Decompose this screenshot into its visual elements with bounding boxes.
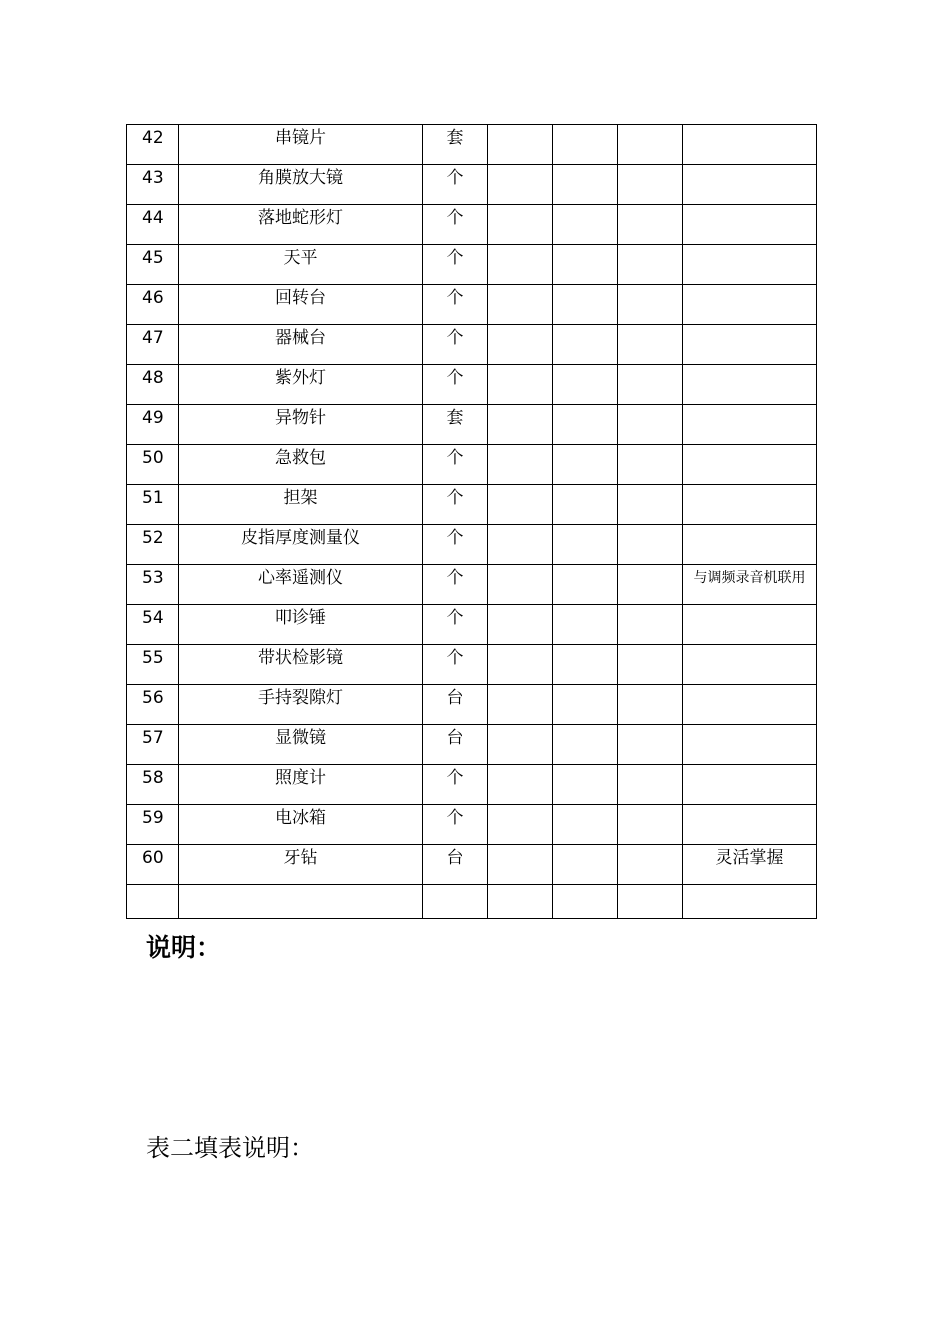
item-column-5 [553,445,618,485]
item-remark [683,685,817,725]
item-unit: 个 [423,325,488,365]
item-name: 角膜放大镜 [179,165,423,205]
table-row [127,405,817,445]
item-column-4 [488,845,553,885]
item-column-5 [553,765,618,805]
item-name: 牙钻 [179,845,423,885]
item-name [179,885,423,919]
item-column-6 [618,525,683,565]
item-number: 49 [127,405,179,445]
item-column-6 [618,245,683,285]
item-column-5 [553,685,618,725]
item-column-5 [553,645,618,685]
item-number: 48 [127,365,179,405]
item-unit: 套 [423,125,488,165]
item-remark [683,365,817,405]
item-column-5 [553,485,618,525]
item-unit: 个 [423,765,488,805]
item-column-5 [553,565,618,605]
item-column-4 [488,245,553,285]
item-remark [683,205,817,245]
item-unit: 个 [423,565,488,605]
item-remark: 灵活掌握 [683,845,817,885]
item-column-6 [618,125,683,165]
item-name: 皮指厚度测量仪 [179,525,423,565]
item-number: 58 [127,765,179,805]
item-column-5 [553,205,618,245]
item-remark [683,405,817,445]
item-column-6 [618,845,683,885]
item-unit: 套 [423,405,488,445]
item-remark [683,765,817,805]
table2-notes-heading: 表二填表说明： [146,1134,314,1162]
item-unit: 台 [423,725,488,765]
item-column-5 [553,285,618,325]
table-row [127,565,817,605]
item-column-4 [488,565,553,605]
item-unit: 个 [423,805,488,845]
item-column-6 [618,485,683,525]
item-number: 53 [127,565,179,605]
table-row [127,165,817,205]
item-column-6 [618,405,683,445]
item-name: 天平 [179,245,423,285]
item-number: 45 [127,245,179,285]
item-number: 51 [127,485,179,525]
item-column-4 [488,685,553,725]
item-unit: 个 [423,285,488,325]
item-name: 手持裂隙灯 [179,685,423,725]
item-column-6 [618,285,683,325]
table-row [127,645,817,685]
table-row [127,805,817,845]
item-column-6 [618,885,683,919]
item-column-6 [618,565,683,605]
table-row [127,725,817,765]
item-column-6 [618,605,683,645]
table-row [127,445,817,485]
item-column-4 [488,125,553,165]
table-row [127,485,817,525]
item-name: 紫外灯 [179,365,423,405]
table-row [127,765,817,805]
item-column-4 [488,725,553,765]
item-number: 46 [127,285,179,325]
item-remark [683,725,817,765]
item-column-5 [553,845,618,885]
item-unit: 个 [423,245,488,285]
item-column-6 [618,765,683,805]
item-column-5 [553,125,618,165]
item-column-6 [618,325,683,365]
table-row [127,245,817,285]
item-column-6 [618,205,683,245]
item-column-4 [488,165,553,205]
item-column-4 [488,605,553,645]
item-column-5 [553,365,618,405]
item-unit: 个 [423,525,488,565]
table-row [127,325,817,365]
equipment-table-body [127,125,817,919]
item-remark [683,885,817,919]
item-remark [683,605,817,645]
item-number: 56 [127,685,179,725]
item-unit: 台 [423,685,488,725]
item-remark [683,285,817,325]
item-column-6 [618,685,683,725]
item-remark [683,445,817,485]
item-column-6 [618,725,683,765]
item-column-5 [553,885,618,919]
item-column-6 [618,445,683,485]
item-number: 60 [127,845,179,885]
item-remark [683,805,817,845]
item-number: 43 [127,165,179,205]
table-row [127,605,817,645]
item-number: 54 [127,605,179,645]
item-column-5 [553,405,618,445]
table-row [127,125,817,165]
item-column-4 [488,405,553,445]
item-column-4 [488,325,553,365]
item-unit: 个 [423,365,488,405]
item-remark [683,485,817,525]
item-unit: 台 [423,845,488,885]
item-unit: 个 [423,645,488,685]
item-number: 55 [127,645,179,685]
item-column-6 [618,165,683,205]
item-number: 52 [127,525,179,565]
item-remark [683,645,817,685]
item-name: 叩诊锤 [179,605,423,645]
item-number: 50 [127,445,179,485]
item-column-5 [553,525,618,565]
item-column-6 [618,365,683,405]
item-column-4 [488,765,553,805]
item-name: 异物针 [179,405,423,445]
item-name: 串镜片 [179,125,423,165]
item-column-4 [488,885,553,919]
item-remark [683,325,817,365]
item-number: 57 [127,725,179,765]
equipment-table [126,124,817,919]
item-column-4 [488,365,553,405]
item-column-6 [618,805,683,845]
item-name: 电冰箱 [179,805,423,845]
item-name: 心率遥测仪 [179,565,423,605]
item-name: 带状检影镜 [179,645,423,685]
table-row [127,525,817,565]
item-column-4 [488,525,553,565]
item-name: 回转台 [179,285,423,325]
table-row [127,205,817,245]
item-name: 照度计 [179,765,423,805]
item-remark [683,165,817,205]
item-number: 44 [127,205,179,245]
item-remark: 与调频录音机联用 [683,565,817,605]
table-row [127,365,817,405]
item-column-5 [553,165,618,205]
item-column-5 [553,325,618,365]
table-row [127,845,817,885]
item-column-4 [488,805,553,845]
item-column-5 [553,245,618,285]
item-remark [683,125,817,165]
item-name: 显微镜 [179,725,423,765]
table-row [127,885,817,919]
item-unit: 个 [423,205,488,245]
item-name: 担架 [179,485,423,525]
table-row [127,285,817,325]
item-name: 急救包 [179,445,423,485]
item-column-4 [488,645,553,685]
item-number: 59 [127,805,179,845]
item-column-4 [488,485,553,525]
item-column-6 [618,645,683,685]
item-number [127,885,179,919]
item-name: 落地蛇形灯 [179,205,423,245]
item-unit: 个 [423,445,488,485]
item-column-5 [553,725,618,765]
item-column-5 [553,605,618,645]
table-row [127,685,817,725]
item-column-4 [488,285,553,325]
item-remark [683,245,817,285]
item-unit [423,885,488,919]
item-unit: 个 [423,485,488,525]
item-column-5 [553,805,618,845]
item-number: 42 [127,125,179,165]
item-column-4 [488,445,553,485]
item-number: 47 [127,325,179,365]
item-unit: 个 [423,165,488,205]
item-name: 器械台 [179,325,423,365]
item-unit: 个 [423,605,488,645]
item-column-4 [488,205,553,245]
notes-heading: 说明： [146,933,222,962]
item-remark [683,525,817,565]
